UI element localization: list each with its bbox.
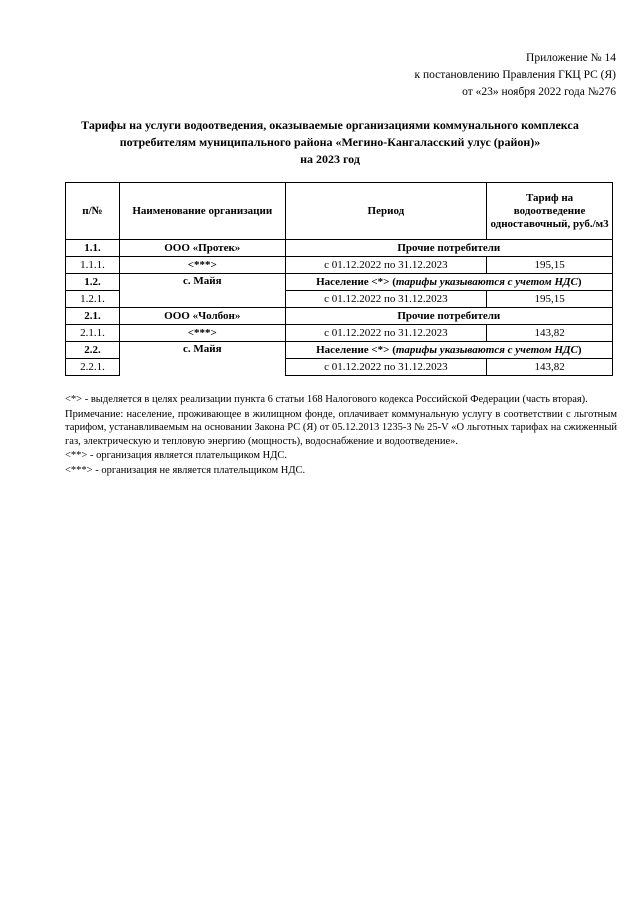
- consumer-group-label: Население <*> (: [316, 276, 396, 288]
- org-place: с. Майя: [119, 274, 285, 308]
- consumer-group-end: ): [577, 344, 582, 356]
- appendix-decree: к постановлению Правления ГКЦ РС (Я): [414, 69, 616, 81]
- tariff-value: 143,82: [487, 325, 613, 342]
- org-name: ООО «Протек»: [119, 240, 285, 257]
- document-title: [40, 117, 620, 168]
- consumer-group: Прочие потребители: [285, 240, 612, 257]
- period: с 01.12.2022 по 31.12.2023: [285, 359, 487, 376]
- header-tariff: Тариф на водоотведение одноставочный, руб./м3: [487, 183, 613, 240]
- row-num: 1.2.: [66, 274, 120, 291]
- header-period: Период: [285, 183, 487, 240]
- appendix-header: [415, 50, 617, 101]
- org-mark: <***>: [119, 257, 285, 274]
- header-org: Наименование организации: [119, 183, 285, 240]
- row-num: 2.1.1.: [66, 325, 120, 342]
- title-line-3: на 2023 год: [300, 152, 360, 166]
- table-row: [66, 240, 613, 257]
- consumer-group-end: ): [577, 276, 582, 288]
- footnotes: [65, 393, 617, 478]
- consumer-group: [285, 342, 612, 359]
- consumer-group: Прочие потребители: [285, 308, 612, 325]
- table-row: [66, 274, 613, 291]
- appendix-date: от «23» ноября 2022 года №276: [462, 86, 616, 98]
- footnote-vat-payer: <**> - организация является плательщиком НДС.: [65, 450, 287, 461]
- period: с 01.12.2022 по 31.12.2023: [285, 325, 487, 342]
- org-place: с. Майя: [119, 342, 285, 376]
- period: с 01.12.2022 по 31.12.2023: [285, 257, 487, 274]
- footnote-remark: Примечание: население, проживающее в жилищном фонде, оплачивает коммунальную услугу в соответствии с льготным тарифом, устанавливаемым на основании Закона РС (Я) от 05.12.2013 1235-З № 25-V «О льготных тарифах на сжиженный газ, электрическую и тепловую энергию (мощность), водоснабжение и водоотведение».: [65, 408, 617, 447]
- table-row: [66, 325, 613, 342]
- appendix-number: Приложение № 14: [526, 52, 616, 64]
- tariff-value: 195,15: [487, 291, 613, 308]
- consumer-group-label: Население <*> (: [316, 344, 396, 356]
- title-line-1: Тарифы на услуги водоотведения, оказываемые организациями коммунального комплекса: [81, 118, 579, 132]
- header-num: п/№: [66, 183, 120, 240]
- table-row: [66, 308, 613, 325]
- org-name: ООО «Чолбон»: [119, 308, 285, 325]
- table-row: [66, 257, 613, 274]
- table-row: [66, 342, 613, 359]
- tariff-value: 195,15: [487, 257, 613, 274]
- row-num: 1.2.1.: [66, 291, 120, 308]
- row-num: 2.1.: [66, 308, 120, 325]
- title-line-2: потребителям муниципального района «Мегино-Кангаласский улус (район)»: [119, 135, 541, 149]
- period: с 01.12.2022 по 31.12.2023: [285, 291, 487, 308]
- table-header-row: [66, 183, 613, 240]
- row-num: 1.1.1.: [66, 257, 120, 274]
- consumer-group-note: тарифы указываются с учетом НДС: [395, 276, 578, 288]
- row-num: 2.2.1.: [66, 359, 120, 376]
- footnote-vat-nonpayer: <***> - организация не является плательщиком НДС.: [65, 464, 306, 476]
- tariff-value: 143,82: [487, 359, 613, 376]
- row-num: 2.2.: [66, 342, 120, 359]
- footnote-vat-star: <*> - выделяется в целях реализации пункта 6 статьи 168 Налогового кодекса Российской Федерации (часть вторая).: [65, 394, 588, 405]
- consumer-group-note: тарифы указываются с учетом НДС: [395, 344, 578, 356]
- row-num: 1.1.: [66, 240, 120, 257]
- org-mark: <***>: [119, 325, 285, 342]
- consumer-group: [285, 274, 612, 291]
- tariff-table: [65, 182, 613, 376]
